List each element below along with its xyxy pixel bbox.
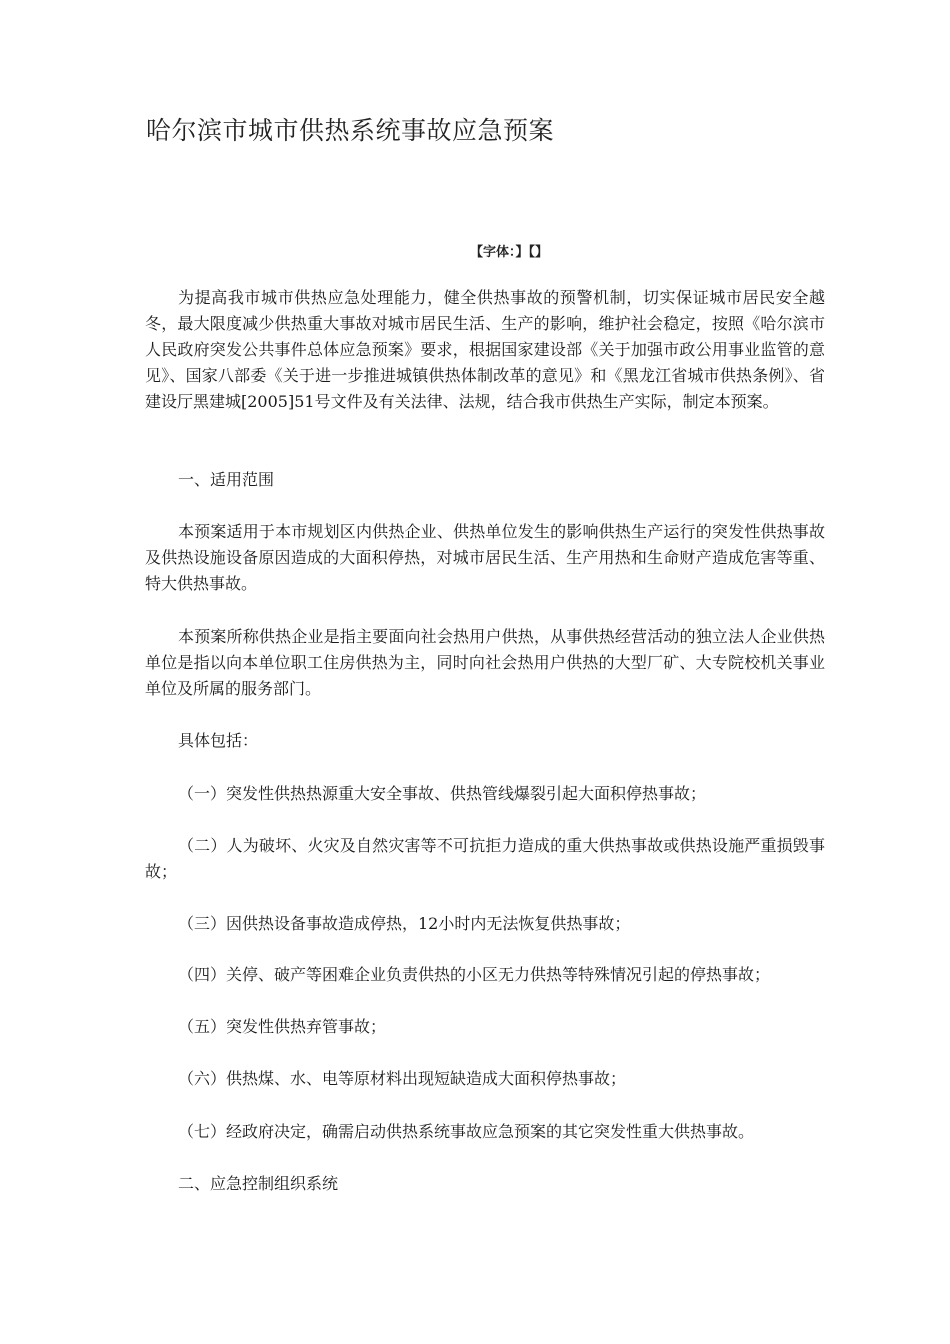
list-item-4: （四）关停、破产等困难企业负责供热的小区无力供热等特殊情况引起的停热事故； — [178, 965, 771, 984]
definition-paragraph: 本预案所称供热企业是指主要面向社会热用户供热，从事供热经营活动的独立法人企业供热单位是指以向本单位职工住房供热为主，同时向社会热用户供热的大型厂矿、大专院校机关事业单位及所属的服务部门。 — [145, 627, 825, 698]
scope-paragraph: 本预案适用于本市规划区内供热企业、供热单位发生的影响供热生产运行的突发性供热事故及供热设施设备原因造成的大面积停热，对城市居民生活、生产用热和生命财产造成危害等重、特大供热事故。 — [145, 522, 825, 593]
section-heading-organization: 二、应急控制组织系统 — [178, 1174, 339, 1193]
list-item-1: （一）突发性供热热源重大安全事故、供热管线爆裂引起大面积停热事故； — [178, 784, 707, 803]
document-title: 哈尔滨市城市供热系统事故应急预案 — [146, 116, 555, 145]
section-heading-scope: 一、适用范围 — [178, 470, 275, 489]
includes-label: 具体包括： — [178, 731, 259, 750]
list-item-2: （二）人为破坏、火灾及自然灾害等不可抗拒力造成的重大供热事故或供热设施严重损毁事故； — [145, 836, 825, 881]
list-item-7: （七）经政府决定，确需启动供热系统事故应急预案的其它突发性重大供热事故。 — [178, 1122, 755, 1141]
intro-paragraph: 为提高我市城市供热应急处理能力，健全供热事故的预警机制，切实保证城市居民安全越冬，最大限度减少供热重大事故对城市居民生活、生产的影响，维护社会稳定，按照《哈尔滨市人民政府突发公共事件总体应急预案》要求，根据国家建设部《关于加强市政公用事业监管的意见》、国家八部委《关于进一步推进城镇供热体制改革的意见》和《黑龙江省城市供热条例》、省建设厅黑建城[2005]51号文件及有关法律、法规，结合我市供热生产实际，制定本预案。 — [145, 288, 825, 411]
list-item-5: （五）突发性供热弃管事故； — [178, 1017, 387, 1036]
list-item-6: （六）供热煤、水、电等原材料出现短缺造成大面积停热事故； — [178, 1069, 627, 1088]
font-size-controls[interactable]: 【字体：】【】 — [470, 245, 549, 260]
list-item-3: （三）因供热设备事故造成停热，12小时内无法恢复供热事故； — [178, 914, 631, 933]
